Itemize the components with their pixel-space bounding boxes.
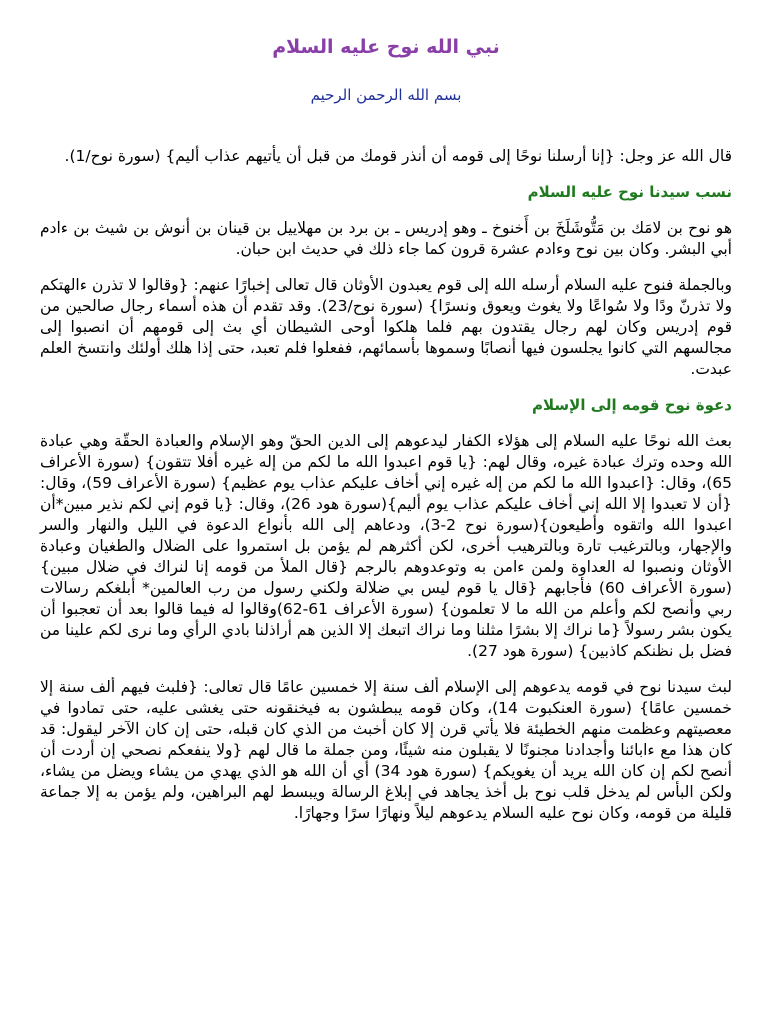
call-heading: دعوة نوح قومه إلى الإسلام <box>532 396 732 414</box>
duration-paragraph: لبث سيدنا نوح في قومه يدعوهم إلى الإسلام ألف سنة إلا خمسين عامًا قال تعالى: {فلبث فيهم ألف سنة إلا خمسين عامًا} (سورة العنكبوت 14)، وكان قومه يبطشون به فيخنقونه حتى يغشى عليه، حتى تمادوا في معصيتهم وعظمت منهم الخطيئة فلا يأتي قرن إلا كان أخبث من الذي كان قبله، حتى إن كان الآخر ليقول: قد كان هذا مع ءابائنا وأجدادنا مجنونًا لا يقبلون منه شيئًا، ومن جملة ما قال لهم {ولا ينفعكم نصحي إن أردت أن أنصح لكم إن كان الله يريد أن يغويكم} (سورة هود 34) أي أن الله هو الذي يهدي من يشاء ويضل من يشاء، ولكن البأس لم يدخل قلب نوح بل أخذ يجاهد في إبلاغ الرسالة ويبسط لهم البراهين، ولم يؤمن به إلا جماعة قليلة من قومه، وكان نوح عليه السلام يدعوهم ليلاً ونهارًا سرًا وجهارًا. <box>40 678 732 822</box>
intro-paragraph: قال الله عز وجل: {إنا أرسلنا نوحًا إلى قومه أن أنذر قومك من قبل أن يأتيهم عذاب أليم} (سورة نوح/1). <box>64 147 732 165</box>
page-title: نبي الله نوح عليه السلام <box>272 36 500 58</box>
mission-paragraph: وبالجملة فنوح عليه السلام أرسله الله إلى قوم يعبدون الأوثان قال تعالى إخبارًا عنهم: {وقالوا لا تذرن ءالهتكم ولا تذرنّ ودًا ولا سُواعًا ولا يغوث ويعوق ونسرًا} (سورة نوح/23). وقد تقدم أن هذه أسماء رجال صالحين من قوم إدريس وكان لهم رجال يقتدون بهم فلما هلكوا أوحى الشيطان أي بث إلى قومهم أن انصبوا إلى مجالسهم التي كانوا يجلسون فيها أنصابًا وسموها بأسمائهم، ففعلوا فلم تعبد، حتى إذا هلك أولئك وانتسخ العلم عبدت. <box>40 276 732 378</box>
document-body <box>40 146 732 885</box>
call-paragraph: بعث الله نوحًا عليه السلام إلى هؤلاء الكفار ليدعوهم إلى الدين الحقّ وهو الإسلام والعبادة الحقّة وهي عبادة الله وحده وترك عبادة غيره، وقال لهم: {يا قوم اعبدوا الله ما لكم من إله غيره أفلا تتقون} (سورة الأعراف 65)، وقال: {اعبدوا الله ما لكم من إله غيره إني أخاف عليكم عذاب يوم عظيم} (سورة الأعراف 59)، وقال: {أن لا تعبدوا إلا الله إني أخاف عليكم عذاب يوم أليم}(سورة هود 26)، وقال: {يا قوم إني لكم نذير مبين*أن اعبدوا الله واتقوه وأطيعون}(سورة نوح 2-3)، ودعاهم إلى الله بأنواع الدعوة في الليل والنهار والسر والإجهار، وبالترغيب تارة وبالترهيب أخرى، لكن أكثرهم لم يؤمن بل استمروا على الضلال والطغيان وعبادة الأوثان ونصبوا له العداوة ولمن ءامن به وتوعدوهم بالرجم {قال الملأ من قومه إنا لنراك في ضلال مبين} (سورة الأعراف 60) فأجابهم {قال يا قوم ليس بي ضلالة ولكني رسول من رب العالمين* أبلغكم رسالات ربي وأنصح لكم وأعلم من الله ما لا تعلمون} (سورة الأعراف 61-62)وقالوا له فيما قالوا بعد أن تعجبوا أن يكون بشر رسولاً {ما نراك إلا بشرًا مثلنا وما نراك اتبعك إلا الذين هم أراذلنا بادي الرأي وما نرى لكم علينا من فضل بل نظنكم كاذبين} (سورة هود 27). <box>40 432 733 660</box>
lineage-paragraph: هو نوح بن لامَك بن مَتُّوشَلَخَ بن أَخنوخ ـ وهو إدريس ـ بن برد بن مهلاييل بن قينان بن أنوش بن شيث بن ءادم أبي البشر. وكان بين نوح وءادم عشرة قرون كما جاء ذلك في حديث ابن حبان. <box>40 219 732 258</box>
document-page <box>40 0 732 1024</box>
basmala-line: بسم الله الرحمن الرحيم <box>310 86 462 104</box>
lineage-heading: نسب سيدنا نوح عليه السلام <box>527 183 732 201</box>
